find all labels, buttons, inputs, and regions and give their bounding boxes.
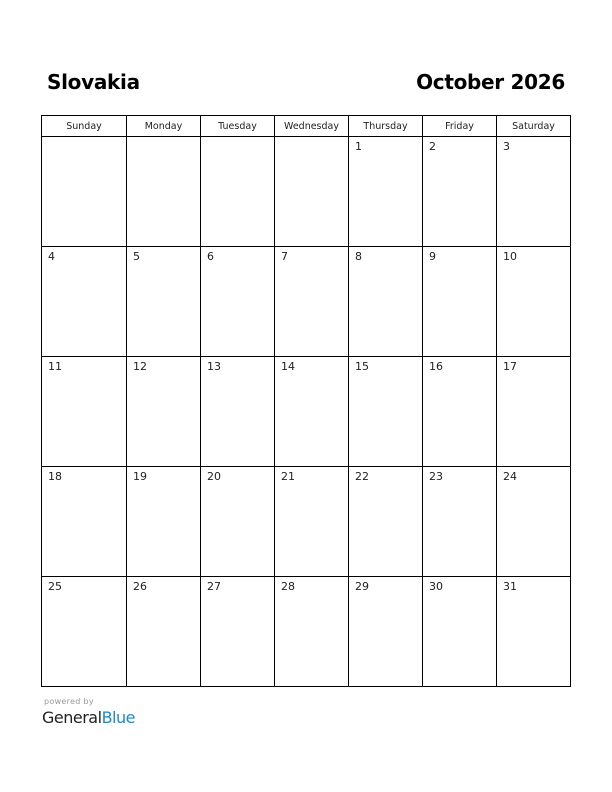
weekday-header-row [42, 116, 571, 137]
day-cell [127, 467, 201, 577]
brand-blue: Blue [101, 708, 135, 727]
week-row-5 [42, 577, 571, 687]
day-cell [201, 577, 275, 687]
powered-by-label: powered by [44, 697, 94, 706]
day-number: 25 [48, 580, 62, 593]
day-cell [349, 357, 423, 467]
day-number [201, 137, 274, 140]
weekday-tuesday: Tuesday [201, 116, 275, 137]
day-number: 30 [429, 580, 443, 593]
brand-general: General [42, 708, 102, 727]
week-row-3 [42, 357, 571, 467]
generalblue-logo[interactable] [42, 708, 135, 727]
day-cell [127, 247, 201, 357]
day-cell [423, 577, 497, 687]
day-cell [497, 137, 571, 247]
day-cell [127, 357, 201, 467]
day-number: 21 [281, 470, 295, 483]
day-number: 20 [207, 470, 221, 483]
day-cell [423, 357, 497, 467]
day-number: 18 [48, 470, 62, 483]
country-title: Slovakia [47, 70, 140, 94]
weekday-sunday: Sunday [42, 116, 127, 137]
day-cell [201, 247, 275, 357]
day-cell [127, 577, 201, 687]
day-number: 14 [281, 360, 295, 373]
weekday-thursday: Thursday [349, 116, 423, 137]
week-row-1 [42, 137, 571, 247]
month-year-title: October 2026 [416, 70, 565, 94]
day-number: 17 [503, 360, 517, 373]
day-cell [201, 137, 275, 247]
day-number [275, 137, 348, 140]
weekday-wednesday: Wednesday [275, 116, 349, 137]
day-number: 19 [133, 470, 147, 483]
day-cell [349, 467, 423, 577]
calendar-grid [41, 115, 571, 687]
day-cell [497, 467, 571, 577]
day-cell [275, 137, 349, 247]
day-number: 22 [355, 470, 369, 483]
day-cell [423, 137, 497, 247]
day-cell [275, 467, 349, 577]
day-cell [42, 247, 127, 357]
day-number: 10 [503, 250, 517, 263]
week-row-4 [42, 467, 571, 577]
day-cell [127, 137, 201, 247]
day-cell [497, 577, 571, 687]
day-number: 3 [503, 140, 510, 153]
weekday-friday: Friday [423, 116, 497, 137]
weekday-monday: Monday [127, 116, 201, 137]
day-cell [349, 247, 423, 357]
day-cell [423, 247, 497, 357]
day-number: 8 [355, 250, 362, 263]
day-cell [275, 577, 349, 687]
day-number: 11 [48, 360, 62, 373]
day-number [42, 137, 126, 140]
day-number: 7 [281, 250, 288, 263]
day-number: 28 [281, 580, 295, 593]
day-cell [42, 467, 127, 577]
day-cell [201, 357, 275, 467]
day-cell [497, 357, 571, 467]
day-number: 26 [133, 580, 147, 593]
day-cell [42, 577, 127, 687]
day-number: 16 [429, 360, 443, 373]
day-number: 29 [355, 580, 369, 593]
day-number: 27 [207, 580, 221, 593]
day-number: 5 [133, 250, 140, 263]
day-cell [275, 247, 349, 357]
day-number: 13 [207, 360, 221, 373]
day-cell [275, 357, 349, 467]
day-number: 31 [503, 580, 517, 593]
day-number: 2 [429, 140, 436, 153]
day-cell [349, 137, 423, 247]
day-number: 23 [429, 470, 443, 483]
day-number: 9 [429, 250, 436, 263]
week-row-2 [42, 247, 571, 357]
day-number: 15 [355, 360, 369, 373]
day-cell [42, 137, 127, 247]
day-cell [497, 247, 571, 357]
day-cell [201, 467, 275, 577]
day-cell [349, 577, 423, 687]
day-number: 12 [133, 360, 147, 373]
day-number: 1 [355, 140, 362, 153]
day-cell [423, 467, 497, 577]
day-number: 24 [503, 470, 517, 483]
day-cell [42, 357, 127, 467]
day-number: 4 [48, 250, 55, 263]
day-number: 6 [207, 250, 214, 263]
weekday-saturday: Saturday [497, 116, 571, 137]
day-number [127, 137, 200, 140]
